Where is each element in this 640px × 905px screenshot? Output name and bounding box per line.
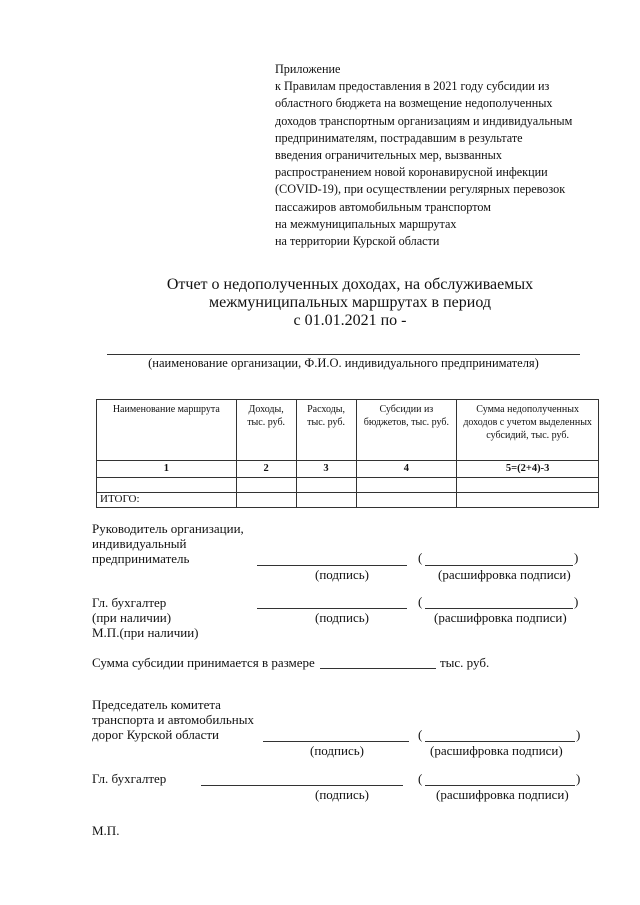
- committee-accountant-signature-field[interactable]: [201, 785, 403, 786]
- column-number: 2: [236, 461, 296, 478]
- header-income: Доходы, тыс. руб.: [236, 400, 296, 461]
- decode-caption: (расшифровка подписи): [438, 567, 571, 582]
- table-cell[interactable]: [356, 493, 457, 508]
- annex-header: [275, 61, 615, 250]
- committee-label: [92, 697, 254, 742]
- signature-caption: (подпись): [315, 610, 369, 625]
- title-line: Отчет о недополученных доходах, на обслуживаемых: [166, 276, 534, 293]
- annex-line: на межмуниципальных маршрутах: [275, 216, 457, 231]
- header-lost-income: Сумма недополученных доходов с учетом выделенных субсидий, тыс. руб.: [457, 400, 599, 461]
- head-decode-field[interactable]: [425, 565, 573, 566]
- head-label: [92, 521, 244, 566]
- organization-caption: (наименование организации, Ф.И.О. индивидуального предпринимателя): [148, 356, 539, 370]
- table-cell[interactable]: [97, 478, 237, 493]
- paren-close: ): [574, 594, 579, 609]
- annex-line: Приложение: [275, 62, 341, 76]
- committee-decode-field[interactable]: [425, 741, 575, 742]
- label-line: индивидуальный: [92, 536, 187, 551]
- label-line: (при наличии): [92, 610, 172, 625]
- annex-line: пассажиров автомобильным транспортом: [275, 199, 491, 214]
- label-line: транспорта и автомобильных: [92, 712, 254, 727]
- column-number: 4: [356, 461, 457, 478]
- committee-signature-field[interactable]: [263, 741, 409, 742]
- header-route: Наименование маршрута: [97, 400, 237, 461]
- table-header-row: [97, 400, 599, 461]
- table-cell[interactable]: [457, 493, 599, 508]
- table-cell[interactable]: [236, 493, 296, 508]
- table-cell[interactable]: [236, 478, 296, 493]
- label-line: М.П.(при наличии): [92, 625, 199, 640]
- label-line: Гл. бухгалтер: [92, 595, 167, 610]
- table-cell[interactable]: [296, 493, 356, 508]
- report-table: [96, 399, 599, 508]
- header-expenses: Расходы, тыс. руб.: [296, 400, 356, 461]
- organization-name-line: [107, 354, 580, 355]
- label-line: предприниматель: [92, 551, 190, 566]
- head-signature-field[interactable]: [257, 565, 407, 566]
- subsidy-amount-unit: тыс. руб.: [440, 655, 490, 670]
- table-cell[interactable]: [296, 478, 356, 493]
- subsidy-amount-label: Сумма субсидии принимается в размере: [92, 655, 315, 670]
- paren-open: (: [418, 727, 423, 742]
- table-total-row: [97, 493, 599, 508]
- annex-line: предпринимателям, пострадавшим в результате: [275, 130, 523, 145]
- label-line: Руководитель организации,: [92, 521, 244, 536]
- subsidy-amount-field[interactable]: [320, 668, 436, 669]
- column-number: 3: [296, 461, 356, 478]
- paren-close: ): [576, 771, 581, 786]
- stamp-label: М.П.: [92, 823, 120, 838]
- total-label: ИТОГО:: [97, 493, 237, 508]
- paren-open: (: [418, 594, 423, 609]
- column-number: 5=(2+4)-3: [457, 461, 599, 478]
- label-line: Председатель комитета: [92, 697, 221, 712]
- decode-caption: (расшифровка подписи): [436, 787, 569, 802]
- header-subsidies: Субсидии из бюджетов, тыс. руб.: [356, 400, 457, 461]
- committee-accountant-label: Гл. бухгалтер: [92, 771, 167, 786]
- column-number: 1: [97, 461, 237, 478]
- decode-caption: (расшифровка подписи): [430, 743, 563, 758]
- paren-close: ): [576, 727, 581, 742]
- table-cell[interactable]: [457, 478, 599, 493]
- signature-caption: (подпись): [315, 567, 369, 582]
- annex-line: областного бюджета на возмещение недополученных: [275, 96, 553, 111]
- signature-caption: (подпись): [310, 743, 364, 758]
- report-title: [140, 276, 560, 330]
- signature-caption: (подпись): [315, 787, 369, 802]
- annex-line: на территории Курской области: [275, 234, 440, 249]
- title-line: с 01.01.2021 по -: [293, 312, 407, 329]
- annex-line: введения ограничительных мер, вызванных: [275, 148, 502, 163]
- title-line: межмуниципальных маршрутах в период: [208, 294, 492, 311]
- committee-accountant-decode-field[interactable]: [425, 785, 575, 786]
- paren-close: ): [574, 550, 579, 565]
- annex-line: распространением новой коронавирусной инфекции: [275, 165, 548, 180]
- accountant-signature-field[interactable]: [257, 608, 407, 609]
- label-line: дорог Курской области: [92, 727, 219, 742]
- accountant-decode-field[interactable]: [425, 608, 573, 609]
- annex-line: к Правилам предоставления в 2021 году субсидии из: [275, 79, 550, 94]
- accountant-label: [92, 595, 199, 640]
- table-number-row: [97, 461, 599, 478]
- table-row: [97, 478, 599, 493]
- paren-open: (: [418, 550, 423, 565]
- annex-line: доходов транспортным организациям и индивидуальным: [275, 113, 573, 128]
- decode-caption: (расшифровка подписи): [434, 610, 567, 625]
- table-cell[interactable]: [356, 478, 457, 493]
- paren-open: (: [418, 771, 423, 786]
- annex-line: (COVID-19), при осуществлении регулярных перевозок: [275, 182, 566, 197]
